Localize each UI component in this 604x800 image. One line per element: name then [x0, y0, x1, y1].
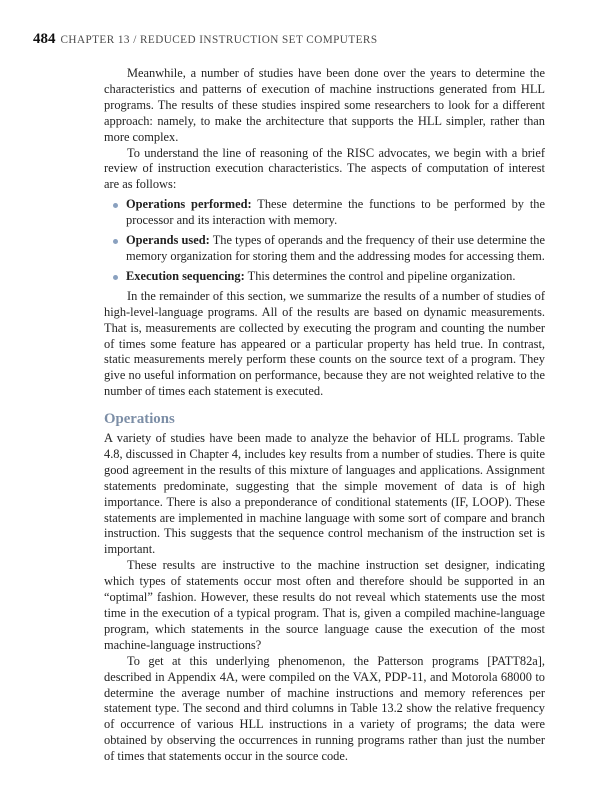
- running-head: [33, 30, 573, 50]
- bullet-text: This determines the control and pipeline organization.: [244, 268, 516, 283]
- section-heading-operations: Operations: [104, 411, 175, 428]
- list-item-execution-sequencing: [126, 269, 545, 285]
- bullet-icon: [113, 239, 118, 244]
- chapter-title: CHAPTER 13 / REDUCED INSTRUCTION SET COMPUTERS: [60, 34, 378, 46]
- operations-paragraph-2: These results are instructive to the machine instruction set designer, indicating which types of statements occur most often and therefore should be supported in an “optimal” fashion. However, these results do not reveal which statements use the most time in the execution of a typical program. That is, given a compiled machine-language program, which statements in the source language cause the execution of the most machine-language instructions?: [104, 558, 545, 652]
- intro-paragraph-2: To understand the line of reasoning of the RISC advocates, we begin with a brief review of instruction execution characteristics. The aspects of computation of interest are as follows:: [104, 145, 545, 192]
- bullet-term: Execution sequencing:: [126, 268, 245, 283]
- operations-paragraph-3: To get at this underlying phenomenon, the Patterson programs [PATT82a], described in Appendix 4A, were compiled on the VAX, PDP-11, and Motorola 68000 to determine the average number of machine instructions and memory references per statement type. The second and third columns in Table 13.2 show the relative frequency of occurrence of various HLL instructions in a variety of programs; the data were obtained by observing the occurrences in running programs rather than just the number of times that statements occur in the source code.: [104, 653, 545, 764]
- intro-paragraph-1: Meanwhile, a number of studies have been done over the years to determine the characteristics and patterns of execution of machine instructions generated from HLL programs. The results of these studies inspired some researchers to look for a different approach: namely, to make the architecture that supports the HLL simpler, rather than more complex.: [104, 66, 545, 144]
- bullet-icon: [113, 203, 118, 208]
- characteristics-list: [104, 197, 545, 285]
- bullet-text: These determine the functions to be performed by the processor and its interaction with memory.: [126, 197, 545, 228]
- operations-paragraph-1: A variety of studies have been made to analyze the behavior of HLL programs. Table 4.8, discussed in Chapter 4, includes key results from a number of studies. There is quite good agreement in the results of this mixture of languages and applications. Assignment statements predominate, suggesting that the simple movement of data is of high importance. There is also a preponderance of conditional statements (IF, LOOP). These statements are implemented in machine language with some sort of compare and branch instruction. This suggests that the sequence control mechanism of the instruction set is important.: [104, 431, 545, 557]
- page-number: 484: [33, 31, 56, 47]
- list-item-operations-performed: [126, 197, 545, 229]
- bullet-icon: [113, 275, 118, 280]
- summary-paragraph: In the remainder of this section, we summarize the results of a number of studies of high-level-language programs. All of the results are based on dynamic measurements. That is, measurements are collected by executing the program and counting the number of times some feature has appeared or a particular property has held true. In contrast, static measurements merely perform these counts on the source text of a program. They give no useful information on performance, because they are not weighted relative to the number of times each statement is executed.: [104, 288, 545, 399]
- bullet-term: Operands used:: [126, 233, 210, 248]
- list-item-operands-used: [126, 233, 545, 265]
- body-text: [104, 66, 545, 765]
- bullet-text: The types of operands and the frequency of their use determine the memory organization for storing them and the addressing modes for accessing them.: [126, 233, 545, 263]
- bullet-term: Operations performed:: [126, 197, 252, 212]
